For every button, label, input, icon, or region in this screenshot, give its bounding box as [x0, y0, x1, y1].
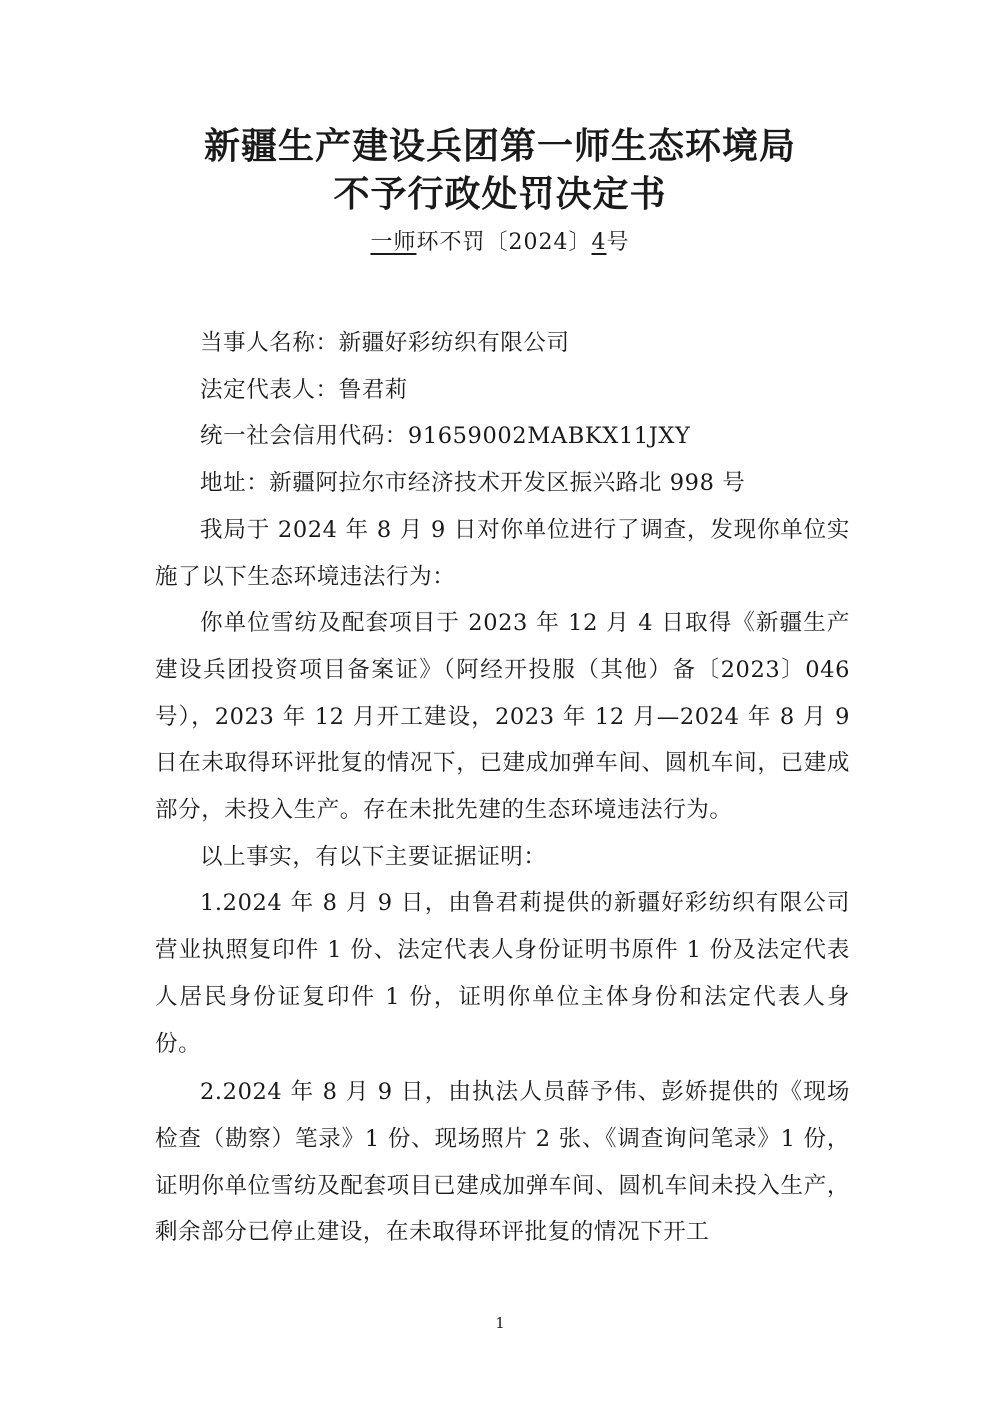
document-title-line-2: 不予行政处罚决定书 — [333, 173, 667, 215]
document-number-issuer: 一师 — [370, 230, 417, 255]
party-name-line: 当事人名称：新疆好彩纺织有限公司 — [200, 330, 570, 356]
legal-representative-line: 法定代表人：鲁君莉 — [200, 376, 408, 403]
violation-facts-paragraph: 你单位雪纺及配套项目于 2023 年 12 月 4 日取得《新疆生产建设兵团投资项目备案证》（阿经开投服（其他）备〔2023〕046 号），2023 年 12 月开工建设，2023 年 12 月—2024 年 8 月 9 日在未取得环评批复的情况下，已建成加弹车间、圆机车间，已建成部分，未投入生产。存在未批先建的生态环境违法行为。 — [155, 610, 850, 824]
address-line: 地址：新疆阿拉尔市经济技术开发区振兴路北 998 号 — [200, 470, 746, 497]
document-number-serial: 4 — [591, 230, 607, 255]
evidence-item-2: 2.2024 年 8 月 9 日，由执法人员薛予伟、彭娇提供的《现场检查（勘察）笔录》1 份、现场照片 2 张、《调查询问笔录》1 份，证明你单位雪纺及配套项目已建成加弹车间、圆机车间未投入生产，剩余部分已停止建设，在未取得环评批复的情况下开工 — [155, 1079, 850, 1246]
page-number: 1 — [495, 1314, 505, 1332]
document-number-suffix: 号 — [606, 230, 630, 255]
document-title-line-1: 新疆生产建设兵团第一师生态环境局 — [203, 125, 796, 167]
evidence-item-1: 1.2024 年 8 月 9 日，由鲁君莉提供的新疆好彩纺织有限公司营业执照复印件 1 份、法定代表人身份证明书原件 1 份及法定代表人居民身份证复印件 1 份，证明你单位主体身份和法定代表人身份。 — [155, 890, 850, 1057]
document-body — [155, 320, 850, 1256]
evidence-intro-paragraph: 以上事实，有以下主要证据证明： — [200, 843, 547, 870]
document-number — [0, 227, 1000, 259]
document-number-code: 环不罚〔2024〕 — [416, 230, 592, 255]
investigation-paragraph: 我局于 2024 年 8 月 9 日对你单位进行了调查，发现你单位实施了以下生态环境违法行为： — [155, 516, 850, 590]
credit-code-line: 统一社会信用代码：91659002MABKX11JXY — [200, 423, 691, 450]
